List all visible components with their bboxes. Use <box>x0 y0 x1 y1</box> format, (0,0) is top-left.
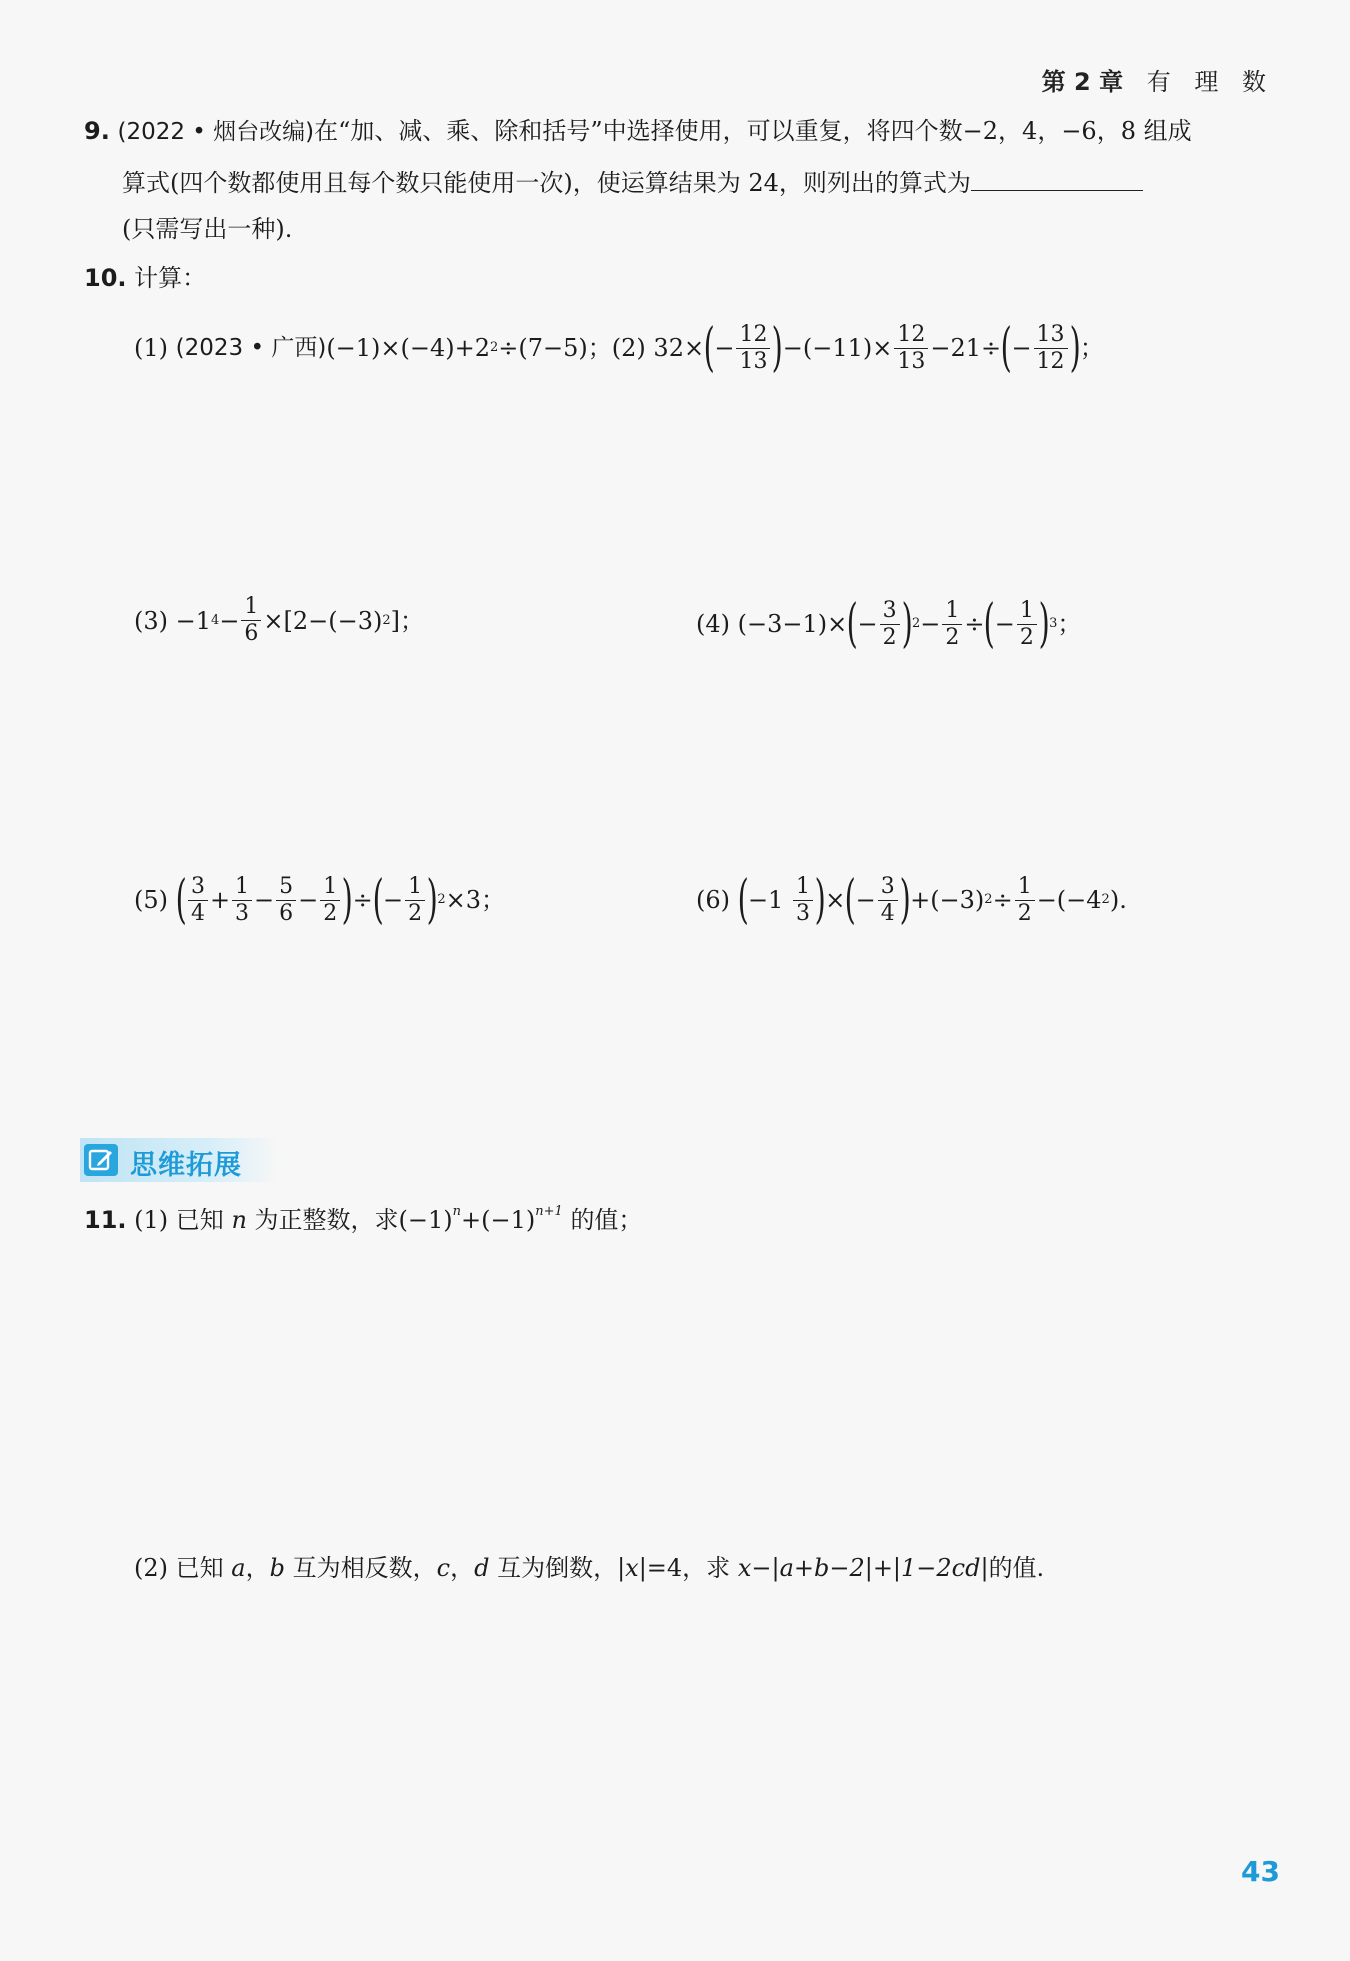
fraction: $\frac{1}{6}$ <box>241 594 261 647</box>
fraction: $\frac{1}{2}$ <box>942 598 962 651</box>
question-11-2-var-c: c <box>436 1554 451 1582</box>
problem-10-4: (4) (−3−1)× ( − $\frac{3}{2}$ ) 2 − $\frac{1}{2}$ ÷ ( − $\frac{1}{2}$ ) 3 ； <box>696 594 1082 654</box>
question-11-1-text-c: +(−1) <box>461 1206 536 1234</box>
pencil-note-icon <box>84 1144 118 1176</box>
problem-10-5-label: (5) <box>134 886 168 914</box>
problem-10-1-expr-b: ÷(7−5)； <box>498 334 612 362</box>
question-11-part-2 <box>134 1553 1044 1583</box>
problem-10-3-expr-b: ×[2−(−3) <box>263 606 383 635</box>
question-9-text-3: (只需写出一种). <box>122 215 293 243</box>
question-10-number: 10. <box>84 264 127 292</box>
fraction: $\frac{1}{2}$ <box>1017 598 1037 651</box>
problem-10-1-2: (1) (2023 • 广西) (−1)×(−4)+2 2 ÷(7−5)； (2) 32× ( − $\frac{12}{13}$ ) −(−11)× $\frac{12}{13}$ −21÷ ( − $\frac{13}{12}$ ) ； <box>134 318 1104 378</box>
problem-10-2-expr-a: 32× <box>653 334 705 362</box>
question-11-2-text-b: 互为相反数， <box>292 1554 437 1582</box>
question-11-2-text-e: 的值. <box>988 1554 1045 1582</box>
fraction: $\frac{3}{4}$ <box>878 874 898 927</box>
section-banner <box>80 1138 280 1182</box>
answer-blank[interactable] <box>971 166 1143 191</box>
question-11-number: 11. <box>84 1206 127 1234</box>
question-11-1-text-d: 的值； <box>570 1206 643 1234</box>
problem-10-3-label: (3) <box>134 606 168 635</box>
chapter-number: 第 2 章 <box>1041 68 1124 96</box>
problem-10-2-label: (2) <box>611 334 646 362</box>
fraction: $\frac{12}{13}$ <box>894 322 928 375</box>
question-11-2-comma-1: ， <box>245 1554 270 1582</box>
problem-10-2-expr-c: −21÷ <box>930 334 1002 362</box>
question-9-line-1 <box>84 116 1192 147</box>
question-11-2-label: (2) <box>134 1554 168 1582</box>
question-11-2-expression: −|a+b−2|+|1−2cd| <box>751 1554 989 1582</box>
question-11-1-exponent-1: n <box>452 1204 462 1219</box>
question-11-1-exponent-2: n+1 <box>535 1204 563 1219</box>
problem-10-6-expr-a: +(−3) <box>910 886 985 914</box>
problem-10-4-label: (4) <box>696 610 730 638</box>
question-11-2-comma-2: ， <box>450 1554 475 1582</box>
problem-10-6: (6) ( −1 $\frac{1}{3}$ ) × ( − $\frac{3}{4}$ ) +(−3) 2 ÷ $\frac{1}{2}$ −(−4 2 ). <box>696 870 1127 930</box>
fraction: $\frac{1}{3}$ <box>793 874 813 927</box>
question-11-2-text-d: |=4，求 <box>638 1554 731 1582</box>
fraction: $\frac{5}{6}$ <box>276 874 296 927</box>
chapter-header <box>1042 62 1274 97</box>
fraction: $\frac{3}{2}$ <box>880 598 900 651</box>
problem-10-3-expr-a: −1 <box>175 606 212 635</box>
fraction: $\frac{1}{3}$ <box>232 874 252 927</box>
question-11-part-1 <box>84 1205 642 1235</box>
problem-10-1-source: (2023 • 广西) <box>175 335 327 361</box>
fraction: $\frac{13}{12}$ <box>1034 322 1068 375</box>
problem-10-3: (3) −1 4 − $\frac{1}{6}$ ×[2−(−3) 2 ]； <box>134 594 425 646</box>
problem-10-3-expr-c: ]； <box>390 606 425 635</box>
question-11-2-var-a: a <box>231 1554 246 1582</box>
fraction: $\frac{12}{13}$ <box>736 322 770 375</box>
problem-10-4-expr-a: (−3−1)× <box>737 610 848 638</box>
problem-10-5: (5) ( $\frac{3}{4}$ + $\frac{1}{3}$ − $\frac{5}{6}$ − $\frac{1}{2}$ ) ÷ ( − $\frac{1}{2}$ ) 2 ×3； <box>134 870 506 930</box>
problem-10-1-expr-a: (−1)×(−4)+2 <box>326 334 491 362</box>
fraction: $\frac{1}{2}$ <box>405 874 425 927</box>
fraction: $\frac{1}{2}$ <box>1015 874 1035 927</box>
chapter-title: 有 理 数 <box>1146 68 1274 96</box>
question-11-2-var-b: b <box>269 1554 285 1582</box>
question-11-2-var-x-2: x <box>737 1554 752 1582</box>
question-9-text-1: 在“加、减、乘、除和括号”中选择使用，可以重复，将四个数−2，4，−6，8 组成 <box>314 117 1192 145</box>
problem-10-2-expr-b: −(−11)× <box>782 334 893 362</box>
question-9-line-2 <box>122 166 1143 198</box>
question-10-label: 计算： <box>134 264 207 292</box>
question-11-2-var-d: d <box>474 1554 490 1582</box>
problem-10-6-expr-d: ). <box>1109 886 1127 914</box>
section-title: 思维拓展 <box>130 1150 242 1181</box>
question-11-1-label: (1) <box>134 1206 169 1234</box>
question-11-2-text-c: 互为倒数，| <box>497 1554 626 1582</box>
question-10-header <box>84 263 206 293</box>
problem-10-6-label: (6) <box>696 886 730 914</box>
problem-10-6-whole: −1 <box>747 886 784 914</box>
question-11-1-text-a: 已知 <box>175 1206 224 1234</box>
question-11-1-variable: n <box>231 1206 247 1234</box>
page-number: 43 <box>1241 1855 1280 1888</box>
fraction: $\frac{3}{4}$ <box>188 874 208 927</box>
question-9-line-3 <box>122 214 292 244</box>
problem-10-5-tail: ×3； <box>445 886 506 914</box>
problem-10-6-expr-c: −(−4 <box>1036 886 1102 914</box>
fraction: $\frac{1}{2}$ <box>320 874 340 927</box>
problem-10-1-label: (1) <box>134 334 168 362</box>
question-11-2-var-x: x <box>625 1554 639 1582</box>
question-9-source: (2022 • 烟台改编) <box>117 119 315 145</box>
question-11-1-text-b: 为正整数，求(−1) <box>254 1206 453 1234</box>
question-9-number: 9. <box>84 117 110 145</box>
question-11-2-text-a: 已知 <box>175 1554 224 1582</box>
problem-10-6-expr-b: ÷ <box>992 886 1013 914</box>
question-9-text-2: 算式(四个数都使用且每个数只能使用一次)，使运算结果为 24，则列出的算式为 <box>122 169 971 197</box>
